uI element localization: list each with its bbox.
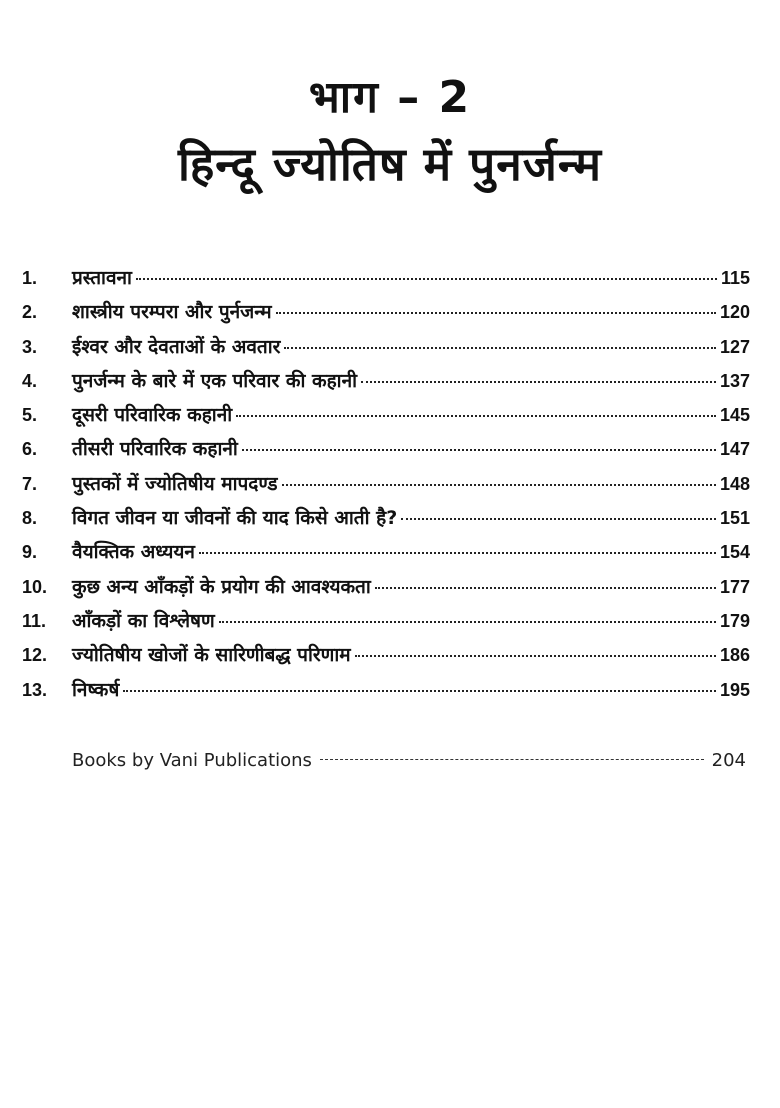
toc-entry bbox=[22, 435, 750, 469]
toc-entry-page: 154 bbox=[719, 542, 750, 563]
toc-entry bbox=[22, 573, 750, 607]
dot-leader bbox=[123, 690, 716, 692]
toc-entry-page: 151 bbox=[719, 508, 750, 529]
toc-entry bbox=[22, 401, 750, 435]
toc-entry bbox=[22, 333, 750, 367]
toc-entry-number: 8. bbox=[22, 508, 38, 529]
toc-entry-number: 1. bbox=[22, 268, 38, 288]
dot-leader bbox=[199, 552, 716, 554]
toc-entry-number: 6. bbox=[22, 439, 38, 460]
toc-entry-title: आँकड़ों का विश्लेषण bbox=[72, 609, 215, 632]
table-of-contents bbox=[22, 264, 750, 710]
toc-entry-page: 137 bbox=[719, 370, 750, 391]
page-title: हिन्दू ज्योतिष में पुनर्जन्म bbox=[177, 137, 603, 191]
toc-entry-page: 195 bbox=[719, 679, 750, 700]
toc-entry-number: 12. bbox=[22, 645, 48, 666]
toc-entry bbox=[22, 641, 750, 675]
dot-leader bbox=[236, 415, 716, 417]
toc-entry-number: 13. bbox=[22, 679, 48, 700]
toc-entry bbox=[22, 470, 750, 504]
toc-entry-page: 120 bbox=[719, 302, 750, 323]
toc-entry-title: वैयक्तिक अध्ययन bbox=[72, 541, 195, 564]
toc-entry-page: 179 bbox=[719, 610, 750, 631]
toc-entry-title: तीसरी परिवारिक कहानी bbox=[72, 438, 238, 461]
part-heading: भाग – 2 bbox=[308, 72, 472, 123]
toc-entry-page: 145 bbox=[719, 405, 750, 426]
toc-entry-page: 148 bbox=[719, 473, 750, 494]
toc-entry-title: शास्त्रीय परम्परा और पुर्नजन्म bbox=[72, 301, 272, 324]
toc-entry bbox=[22, 504, 750, 538]
dot-leader bbox=[355, 655, 716, 657]
dot-leader bbox=[242, 449, 716, 451]
toc-entry bbox=[22, 264, 750, 298]
toc-entry bbox=[22, 538, 750, 572]
toc-entry-title: निष्कर्ष bbox=[72, 678, 120, 701]
toc-entry-page: 147 bbox=[719, 439, 750, 460]
dot-leader bbox=[276, 312, 716, 314]
toc-entry-title: दूसरी परिवारिक कहानी bbox=[72, 404, 233, 427]
toc-entry-number: 11. bbox=[22, 610, 47, 631]
toc-entry-number: 10. bbox=[22, 576, 48, 597]
dot-leader bbox=[219, 621, 716, 623]
toc-entry-title: पुस्तकों में ज्योतिषीय मापदण्ड bbox=[72, 472, 278, 495]
toc-entry-title: पुनर्जन्म के बारे में एक परिवार की कहानी bbox=[72, 369, 358, 392]
toc-entry-page: 127 bbox=[719, 336, 750, 357]
dot-leader bbox=[136, 278, 717, 280]
books-by-publisher-entry bbox=[72, 750, 746, 771]
dash-leader bbox=[320, 759, 704, 760]
dot-leader bbox=[282, 484, 716, 486]
toc-entry-title: कुछ अन्य आँकड़ों के प्रयोग की आवश्यकता bbox=[72, 575, 371, 598]
dot-leader bbox=[401, 518, 716, 520]
toc-entry-title: ज्योतिषीय खोजों के सारिणीबद्ध परिणाम bbox=[72, 644, 351, 667]
toc-entry-number: 3. bbox=[22, 336, 38, 357]
toc-entry bbox=[22, 676, 750, 710]
toc-entry-title: प्रस्तावना bbox=[72, 267, 132, 289]
toc-entry-number: 7. bbox=[22, 473, 38, 494]
toc-entry bbox=[22, 298, 750, 332]
toc-entry-number: 5. bbox=[22, 405, 38, 426]
toc-entry-page: 186 bbox=[719, 645, 750, 666]
books-entry-title: Books by Vani Publications bbox=[72, 750, 312, 771]
toc-entry-title: विगत जीवन या जीवनों की याद किसे आती है? bbox=[72, 507, 398, 530]
toc-entry-title: ईश्वर और देवताओं के अवतार bbox=[72, 335, 281, 358]
toc-entry-page: 177 bbox=[719, 576, 750, 597]
toc-entry-page: 115 bbox=[720, 268, 750, 288]
toc-entry-number: 4. bbox=[22, 370, 38, 391]
toc-entry-number: 9. bbox=[22, 542, 38, 563]
dot-leader bbox=[375, 587, 716, 589]
toc-entry bbox=[22, 607, 750, 641]
toc-entry bbox=[22, 367, 750, 401]
books-entry-page: 204 bbox=[711, 750, 746, 771]
toc-entry-number: 2. bbox=[22, 302, 38, 323]
dot-leader bbox=[361, 381, 716, 383]
dot-leader bbox=[284, 347, 716, 349]
